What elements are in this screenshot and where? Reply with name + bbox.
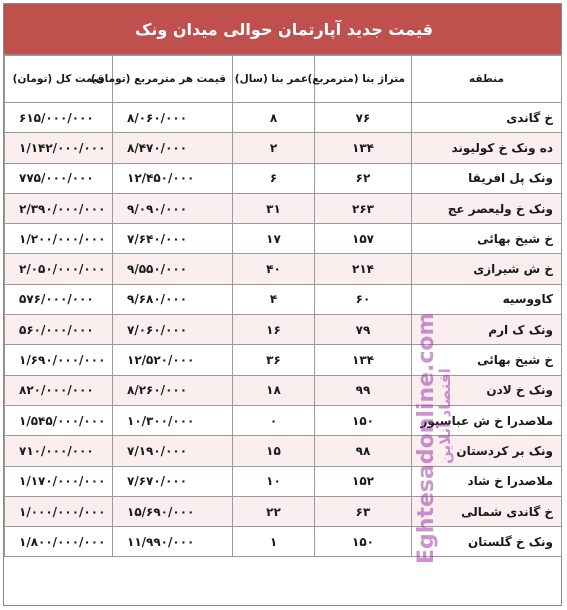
header-area: متراژ بنا (مترمربع) bbox=[315, 56, 412, 103]
cell-price-per-m2: ۹/۵۵۰/۰۰۰ bbox=[113, 254, 233, 284]
cell-age: ۲۲ bbox=[233, 496, 315, 526]
table-row bbox=[5, 345, 562, 375]
cell-region: ونک ک ارم bbox=[412, 315, 562, 345]
cell-area: ۹۹ bbox=[315, 375, 412, 405]
header-region: منطقه bbox=[412, 56, 562, 103]
cell-price-per-m2: ۸/۴۷۰/۰۰۰ bbox=[113, 133, 233, 163]
cell-price-per-m2: ۸/۲۶۰/۰۰۰ bbox=[113, 375, 233, 405]
table-row bbox=[5, 315, 562, 345]
cell-area: ۶۳ bbox=[315, 496, 412, 526]
table-title: قیمت جدید آپارتمان حوالی میدان ونک bbox=[4, 4, 561, 55]
cell-area: ۱۵۰ bbox=[315, 527, 412, 557]
cell-total-price: ۱/۸۰۰/۰۰۰/۰۰۰ bbox=[5, 527, 113, 557]
cell-age: ۱۵ bbox=[233, 436, 315, 466]
table-row bbox=[5, 466, 562, 496]
cell-price-per-m2: ۱۲/۵۲۰/۰۰۰ bbox=[113, 345, 233, 375]
table-row bbox=[5, 496, 562, 526]
cell-total-price: ۱/۱۷۰/۰۰۰/۰۰۰ bbox=[5, 466, 113, 496]
cell-region: ملاصدرا خ ش عباسپور bbox=[412, 405, 562, 435]
cell-age: ۱۸ bbox=[233, 375, 315, 405]
cell-age: ۴۰ bbox=[233, 254, 315, 284]
watermark-persian: اقتصاد آنلاین bbox=[436, 368, 454, 464]
cell-area: ۲۱۴ bbox=[315, 254, 412, 284]
cell-total-price: ۱/۰۰۰/۰۰۰/۰۰۰ bbox=[5, 496, 113, 526]
cell-total-price: ۸۲۰/۰۰۰/۰۰۰ bbox=[5, 375, 113, 405]
cell-price-per-m2: ۹/۰۹۰/۰۰۰ bbox=[113, 193, 233, 223]
cell-region: ونک بر کردستان bbox=[412, 436, 562, 466]
cell-total-price: ۱/۲۰۰/۰۰۰/۰۰۰ bbox=[5, 224, 113, 254]
cell-price-per-m2: ۱۰/۳۰۰/۰۰۰ bbox=[113, 405, 233, 435]
cell-region: کاووسیه bbox=[412, 284, 562, 314]
cell-total-price: ۵۷۶/۰۰۰/۰۰۰ bbox=[5, 284, 113, 314]
table-row bbox=[5, 103, 562, 133]
cell-age: ۶ bbox=[233, 163, 315, 193]
price-table-card bbox=[3, 3, 562, 606]
cell-region: ملاصدرا خ شاد bbox=[412, 466, 562, 496]
cell-total-price: ۱/۱۴۲/۰۰۰/۰۰۰ bbox=[5, 133, 113, 163]
table-row bbox=[5, 224, 562, 254]
cell-age: ۴ bbox=[233, 284, 315, 314]
cell-price-per-m2: ۷/۰۶۰/۰۰۰ bbox=[113, 315, 233, 345]
cell-price-per-m2: ۱۲/۴۵۰/۰۰۰ bbox=[113, 163, 233, 193]
cell-total-price: ۶۱۵/۰۰۰/۰۰۰ bbox=[5, 103, 113, 133]
cell-age: ۱ bbox=[233, 527, 315, 557]
cell-age: ۳۶ bbox=[233, 345, 315, 375]
cell-total-price: ۷۷۵/۰۰۰/۰۰۰ bbox=[5, 163, 113, 193]
cell-area: ۱۵۷ bbox=[315, 224, 412, 254]
cell-total-price: ۱/۶۹۰/۰۰۰/۰۰۰ bbox=[5, 345, 113, 375]
cell-total-price: ۷۱۰/۰۰۰/۰۰۰ bbox=[5, 436, 113, 466]
table-row bbox=[5, 284, 562, 314]
cell-area: ۶۰ bbox=[315, 284, 412, 314]
table-row bbox=[5, 133, 562, 163]
cell-price-per-m2: ۷/۶۴۰/۰۰۰ bbox=[113, 224, 233, 254]
table-header-row bbox=[5, 56, 562, 103]
cell-age: ۱۶ bbox=[233, 315, 315, 345]
cell-price-per-m2: ۷/۶۷۰/۰۰۰ bbox=[113, 466, 233, 496]
cell-age: ۰ bbox=[233, 405, 315, 435]
cell-area: ۲۶۳ bbox=[315, 193, 412, 223]
cell-region: ونک پل افریقا bbox=[412, 163, 562, 193]
cell-area: ۱۵۲ bbox=[315, 466, 412, 496]
table-row bbox=[5, 405, 562, 435]
cell-area: ۱۳۴ bbox=[315, 133, 412, 163]
cell-total-price: ۱/۵۴۵/۰۰۰/۰۰۰ bbox=[5, 405, 113, 435]
cell-age: ۲ bbox=[233, 133, 315, 163]
table-row bbox=[5, 163, 562, 193]
cell-price-per-m2: ۱۵/۶۹۰/۰۰۰ bbox=[113, 496, 233, 526]
cell-area: ۷۶ bbox=[315, 103, 412, 133]
cell-age: ۳۱ bbox=[233, 193, 315, 223]
cell-price-per-m2: ۷/۱۹۰/۰۰۰ bbox=[113, 436, 233, 466]
cell-price-per-m2: ۹/۶۸۰/۰۰۰ bbox=[113, 284, 233, 314]
table-body bbox=[5, 103, 562, 557]
apartment-price-table bbox=[4, 55, 562, 557]
table-row bbox=[5, 527, 562, 557]
cell-age: ۸ bbox=[233, 103, 315, 133]
cell-area: ۱۳۴ bbox=[315, 345, 412, 375]
table-row bbox=[5, 254, 562, 284]
cell-price-per-m2: ۱۱/۹۹۰/۰۰۰ bbox=[113, 527, 233, 557]
watermark-latin: Eghtesadonline.com bbox=[414, 312, 439, 564]
cell-age: ۱۷ bbox=[233, 224, 315, 254]
header-total-price: قیمت کل (تومان) bbox=[5, 56, 113, 103]
cell-region: خ شیخ بهائی bbox=[412, 345, 562, 375]
cell-region: ده ونک خ کولیوند bbox=[412, 133, 562, 163]
cell-region: خ گاندی bbox=[412, 103, 562, 133]
table-row bbox=[5, 193, 562, 223]
cell-region: خ گاندی شمالی bbox=[412, 496, 562, 526]
cell-area: ۱۵۰ bbox=[315, 405, 412, 435]
table-row bbox=[5, 436, 562, 466]
cell-total-price: ۲/۳۹۰/۰۰۰/۰۰۰ bbox=[5, 193, 113, 223]
cell-region: خ ش شیرازی bbox=[412, 254, 562, 284]
header-age: عمر بنا (سال) bbox=[233, 56, 315, 103]
cell-age: ۱۰ bbox=[233, 466, 315, 496]
cell-region: ونک خ گلستان bbox=[412, 527, 562, 557]
header-price-per-m2: قیمت هر مترمربع (تومان) bbox=[113, 56, 233, 103]
cell-total-price: ۲/۰۵۰/۰۰۰/۰۰۰ bbox=[5, 254, 113, 284]
cell-area: ۹۸ bbox=[315, 436, 412, 466]
cell-region: ونک خ لادن bbox=[412, 375, 562, 405]
cell-region: خ شیخ بهائی bbox=[412, 224, 562, 254]
table-row bbox=[5, 375, 562, 405]
cell-price-per-m2: ۸/۰۶۰/۰۰۰ bbox=[113, 103, 233, 133]
cell-area: ۶۲ bbox=[315, 163, 412, 193]
cell-area: ۷۹ bbox=[315, 315, 412, 345]
cell-region: ونک خ ولیعصر عج bbox=[412, 193, 562, 223]
cell-total-price: ۵۶۰/۰۰۰/۰۰۰ bbox=[5, 315, 113, 345]
